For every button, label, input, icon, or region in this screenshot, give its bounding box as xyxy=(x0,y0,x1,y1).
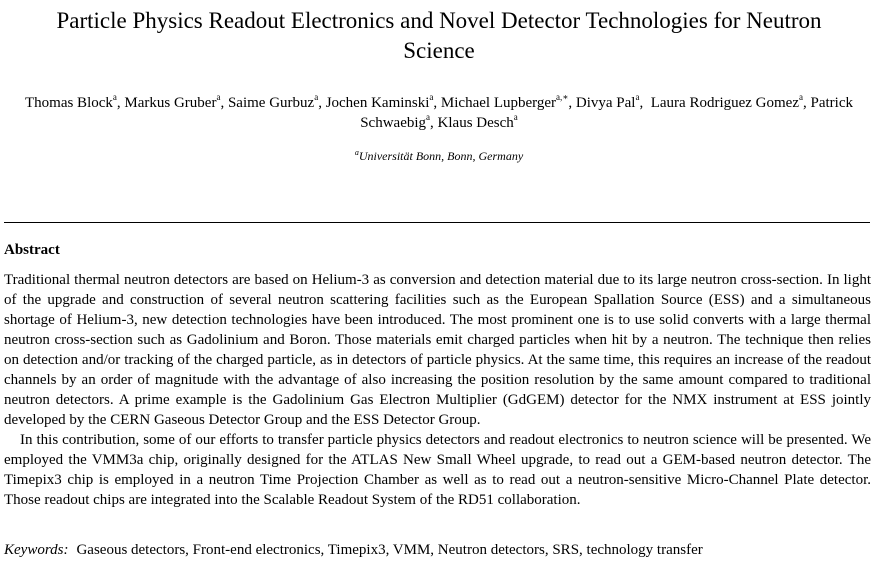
affiliation-text: Universität Bonn, Bonn, Germany xyxy=(358,149,524,163)
author xyxy=(325,92,441,111)
keywords-label: Keywords: xyxy=(4,542,69,558)
abstract-paragraph: Traditional thermal neutron detectors are based on Helium-3 as conversion and detection material due to its large neutron cross-section. In light of the upgrade and construction of several neutron scattering facilities such as the European Spallation Source (ESS) and a simultaneous shortage of Helium-3, new detection technologies have been introduced. The most prominent one is to use solid converts with a large thermal neutron cross-section such as Gadolinium and Boron. Those materials emit charged particles when hit by a neutron. The technique then relies on detection and/or tracking of the charged particle, as in detectors of particle physics. At the same time, this requires an increase of the readout channels by an order of magnitude with the advantage of also increasing the position resolution by the same amount compared to traditional neutron detectors. A prime example is the Gadolinium Gas Electron Multiplier (GdGEM) detector for the NMX instrument at ESS jointly developed by the CERN Gaseous Detector Group and the ESS Detector Group. xyxy=(4,272,871,428)
author-separator: , xyxy=(433,95,441,111)
paper-title: Particle Physics Readout Electronics and Novel Detector Technologies for Neutron Science xyxy=(56,8,822,63)
author-separator: , xyxy=(318,95,326,111)
author xyxy=(24,92,125,111)
affiliation-mark: a xyxy=(216,92,221,102)
author-name: Markus Gruber xyxy=(124,95,217,111)
author xyxy=(575,92,651,111)
affiliation-mark: a xyxy=(354,148,359,157)
author-separator: , xyxy=(220,95,228,111)
author-name: Patrick Schwaebig xyxy=(360,95,853,131)
affiliation-mark: a xyxy=(513,112,518,122)
affiliation-mark: a,∗ xyxy=(556,92,569,102)
affiliation-mark: a xyxy=(429,92,434,102)
author xyxy=(650,92,811,111)
affiliation-mark: a xyxy=(314,92,319,102)
author-name: Laura Rodriguez Gomez xyxy=(650,95,799,111)
affiliation-mark: a xyxy=(112,92,117,102)
affiliation-mark: a xyxy=(426,112,431,122)
author-name: Thomas Block xyxy=(24,95,113,111)
section-divider xyxy=(4,222,870,223)
author-separator: , xyxy=(639,95,651,111)
abstract-heading: Abstract xyxy=(4,242,60,258)
affiliation-mark: a xyxy=(635,92,640,102)
author-separator: , xyxy=(803,95,811,111)
author xyxy=(437,112,518,131)
affiliation xyxy=(0,148,878,164)
author-separator: , xyxy=(430,115,438,131)
author xyxy=(227,92,326,111)
author-name: Saime Gurbuz xyxy=(227,95,315,111)
affiliation-mark: a xyxy=(799,92,803,102)
keywords-text: Gaseous detectors, Front-end electronics, Timepix3, VMM, Neutron detectors, SRS, technology transfer xyxy=(76,542,703,558)
author-separator: , xyxy=(568,95,576,111)
author-list xyxy=(18,93,860,133)
author-separator: , xyxy=(116,95,125,111)
author-name: Jochen Kaminski xyxy=(325,95,430,111)
author-name: Divya Pal xyxy=(575,95,636,111)
author xyxy=(124,92,228,111)
abstract-paragraph: In this contribution, some of our efforts to transfer particle physics detectors and readout electronics to neutron science will be presented. We employed the VMM3a chip, originally designed for the ATLAS New Small Wheel upgrade, to read out a GEM-based neutron detector. The Timepix3 chip is employed in a neutron Time Projection Chamber as well as to read out a neutron-sensitive Micro-Channel Plate detector. Those readout chips are integrated into the Scalable Readout System of the RD51 collaboration. xyxy=(4,432,871,508)
author-name: Michael Lupberger xyxy=(440,95,557,111)
author-name: Klaus Desch xyxy=(437,115,514,131)
author xyxy=(440,92,576,111)
keywords xyxy=(4,540,871,560)
abstract-body xyxy=(4,270,871,510)
